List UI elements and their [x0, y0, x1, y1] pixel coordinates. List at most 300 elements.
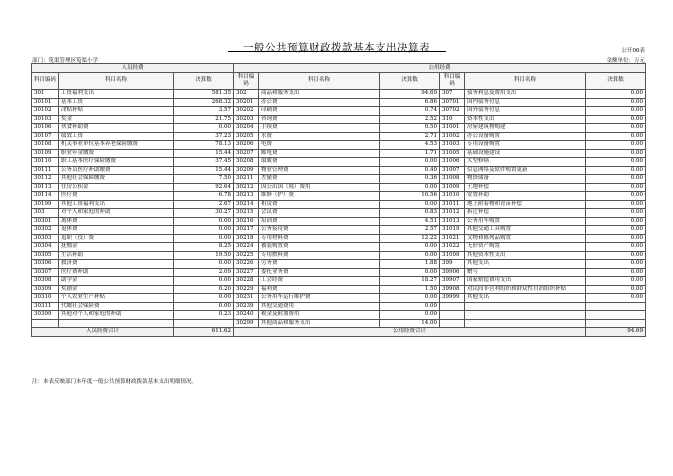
item-name: 信息网络及软件购置更新 — [465, 166, 586, 175]
item-code: 30240 — [234, 311, 259, 320]
item-name: 电费 — [259, 141, 380, 150]
item-amount: 0.36 — [380, 175, 440, 184]
item-amount: 0.00 — [380, 158, 440, 167]
item-name: 印刷费 — [259, 107, 380, 116]
title-underline — [228, 51, 446, 52]
item-code: 30301 — [32, 217, 59, 226]
item-name: 公务用车运行维护费 — [259, 294, 380, 303]
item-amount: 0.00 — [174, 124, 234, 133]
item-code: 30702 — [440, 107, 465, 116]
item-name: 退休费 — [59, 226, 174, 235]
item-name: 地上附着物和青苗补偿 — [465, 200, 586, 209]
item-amount: 15.44 — [174, 166, 234, 175]
item-code: 30204 — [234, 124, 259, 133]
item-amount: 0.00 — [174, 234, 234, 243]
item-code: 31019 — [440, 226, 465, 235]
item-amount: 2.57 — [380, 226, 440, 235]
item-code: 30226 — [234, 260, 259, 269]
item-amount: 2.67 — [174, 200, 234, 209]
item-code: 31009 — [440, 183, 465, 192]
col-header-code: 科目编码 — [234, 73, 259, 90]
item-code: 30225 — [234, 251, 259, 260]
item-code: 30109 — [32, 149, 59, 158]
item-name: 物资储备 — [465, 175, 586, 184]
table-row — [32, 209, 646, 218]
table-row — [32, 175, 646, 184]
item-name: 职业年金缴费 — [59, 149, 174, 158]
item-name: 工资福利支出 — [59, 90, 174, 99]
item-code: 301 — [32, 90, 59, 99]
item-name: 专用燃料费 — [259, 251, 380, 260]
item-amount: 0.00 — [174, 217, 234, 226]
item-amount: 0.00 — [586, 158, 646, 167]
item-code: 30218 — [234, 234, 259, 243]
item-code: 30205 — [234, 132, 259, 141]
item-amount: 21.75 — [174, 115, 234, 124]
item-amount: 268.32 — [174, 98, 234, 107]
table-row — [32, 260, 646, 269]
item-code: 31008 — [440, 175, 465, 184]
totals-row — [32, 328, 646, 337]
item-name: 公务用车购置 — [465, 217, 586, 226]
item-amount: 92.64 — [174, 183, 234, 192]
item-code: 30203 — [234, 115, 259, 124]
item-code: 30228 — [234, 277, 259, 286]
table-row — [32, 302, 646, 311]
item-amount: 0.83 — [380, 209, 440, 218]
table-row — [32, 226, 646, 235]
item-amount: 0.00 — [586, 251, 646, 260]
item-code: 30206 — [234, 141, 259, 150]
item-name: 救济费 — [59, 260, 174, 269]
item-amount: 1.88 — [380, 260, 440, 269]
table-row — [32, 158, 646, 167]
item-code: 30306 — [32, 260, 59, 269]
item-name: 生活补助 — [59, 251, 174, 260]
item-code: 30299 — [234, 319, 259, 328]
item-amount: 0.00 — [586, 175, 646, 184]
item-code: 30207 — [234, 149, 259, 158]
item-code: 30224 — [234, 243, 259, 252]
empty-cell — [440, 311, 465, 320]
item-amount: 0.00 — [380, 251, 440, 260]
item-amount: 0.00 — [586, 294, 646, 303]
item-amount: 581.35 — [174, 90, 234, 99]
item-amount: 0.00 — [380, 268, 440, 277]
item-amount: 4.51 — [380, 217, 440, 226]
item-name: 职工基本医疗保险缴费 — [59, 158, 174, 167]
item-amount: 0.00 — [586, 285, 646, 294]
item-name: 离休费 — [59, 217, 174, 226]
item-amount: 15.44 — [174, 149, 234, 158]
item-code: 30214 — [234, 200, 259, 209]
item-amount: 0.00 — [174, 277, 234, 286]
item-name: 国内债务付息 — [465, 98, 586, 107]
item-amount: 0.00 — [586, 107, 646, 116]
item-name: 委托业务费 — [259, 268, 380, 277]
item-name: 住房公积金 — [59, 183, 174, 192]
item-code: 30106 — [32, 124, 59, 133]
section-header-row — [32, 64, 646, 73]
section-public: 公用经费 — [234, 64, 646, 73]
table-row — [32, 166, 646, 175]
table-row — [32, 268, 646, 277]
col-header-amount: 决算数 — [586, 73, 646, 90]
item-name: 医疗费补助 — [59, 268, 174, 277]
table-row — [32, 217, 646, 226]
item-name: 资本性支出 — [465, 115, 586, 124]
item-amount: 14.00 — [380, 319, 440, 328]
item-amount: 10.56 — [380, 192, 440, 201]
item-amount: 0.00 — [586, 217, 646, 226]
item-code: 30201 — [234, 98, 259, 107]
item-code: 31010 — [440, 192, 465, 201]
item-name: 津贴补贴 — [59, 107, 174, 116]
item-name: 其他社会保障缴费 — [59, 175, 174, 184]
item-amount: 1.50 — [380, 285, 440, 294]
table-row — [32, 243, 646, 252]
item-amount: 0.00 — [586, 124, 646, 133]
item-name: 工会经费 — [259, 277, 380, 286]
item-amount: 0.00 — [586, 243, 646, 252]
item-name: 奖励金 — [59, 285, 174, 294]
item-amount: 2.52 — [380, 115, 440, 124]
item-name: 奖金 — [59, 115, 174, 124]
empty-cell — [59, 319, 174, 328]
item-name: 取暖费 — [259, 158, 380, 167]
item-amount: 0.00 — [586, 98, 646, 107]
public-total-label: 公用经费合计 — [234, 328, 586, 337]
item-code: 31003 — [440, 141, 465, 150]
item-name: 物业管理费 — [259, 166, 380, 175]
item-name: 差旅费 — [259, 175, 380, 184]
page-title: 一般公共预算财政拨款基本支出决算表 — [243, 42, 430, 54]
item-name: 无形资产购置 — [465, 243, 586, 252]
table-row — [32, 277, 646, 286]
item-code: 30111 — [32, 166, 59, 175]
item-code: 39908 — [440, 285, 465, 294]
item-name: 其他交通工具购置 — [465, 226, 586, 235]
item-code: 30309 — [32, 285, 59, 294]
item-name: 维修（护）费 — [259, 192, 380, 201]
col-header-name: 科目名称 — [59, 73, 174, 90]
table-row — [32, 107, 646, 116]
table-row — [32, 149, 646, 158]
item-code: 39907 — [440, 277, 465, 286]
item-code: 30311 — [32, 302, 59, 311]
item-name: 租赁费 — [259, 200, 380, 209]
item-code: 31002 — [440, 132, 465, 141]
item-code: 30399 — [32, 311, 59, 320]
item-amount: 8.25 — [174, 243, 234, 252]
item-code: 30103 — [32, 115, 59, 124]
item-name: 公务接待费 — [259, 226, 380, 235]
item-amount: 0.00 — [380, 302, 440, 311]
item-amount: 0.00 — [174, 294, 234, 303]
item-amount: 37.45 — [174, 158, 234, 167]
table-row — [32, 311, 646, 320]
item-code: 30310 — [32, 294, 59, 303]
col-header-code: 科目编码 — [32, 73, 59, 90]
col-header-name: 科目名称 — [259, 73, 380, 90]
item-name: 税金及附加费用 — [259, 311, 380, 320]
item-amount: 0.00 — [380, 243, 440, 252]
item-name: 安置补助 — [465, 192, 586, 201]
item-amount: 2.71 — [380, 132, 440, 141]
table-row — [32, 90, 646, 99]
item-amount: 30.27 — [174, 209, 234, 218]
item-code: 310 — [440, 115, 465, 124]
item-name: 被装购置费 — [259, 243, 380, 252]
item-name: 商品和服务支出 — [259, 90, 380, 99]
item-code: 30215 — [234, 209, 259, 218]
item-amount: 0.20 — [174, 285, 234, 294]
table-row — [32, 251, 646, 260]
item-name: 咨询费 — [259, 115, 380, 124]
item-name: 基础设施建设 — [465, 149, 586, 158]
empty-cell — [440, 319, 465, 328]
item-amount: 0.00 — [380, 311, 440, 320]
item-code: 30308 — [32, 277, 59, 286]
item-name: 办公设备购置 — [465, 132, 586, 141]
item-name: 会议费 — [259, 209, 380, 218]
item-amount: 0.00 — [380, 200, 440, 209]
item-name: 伙食补助费 — [59, 124, 174, 133]
item-amount: 6.78 — [174, 192, 234, 201]
item-name: 对民间非营利组织和群众性自治组织补贴 — [465, 285, 586, 294]
item-amount: 0.00 — [586, 277, 646, 286]
item-code: 30112 — [32, 175, 59, 184]
item-amount: 0.40 — [380, 166, 440, 175]
item-name: 机关事业单位基本养老保险缴费 — [59, 141, 174, 150]
item-code: 30304 — [32, 243, 59, 252]
item-code: 302 — [234, 90, 259, 99]
item-name: 大型修缮 — [465, 158, 586, 167]
table-row — [32, 285, 646, 294]
item-amount: 0.00 — [586, 115, 646, 124]
item-code: 30209 — [234, 166, 259, 175]
item-name: 代缴社会保险费 — [59, 302, 174, 311]
item-amount: 7.50 — [174, 175, 234, 184]
item-amount: 0.00 — [174, 226, 234, 235]
item-code: 31007 — [440, 166, 465, 175]
item-amount: 1.71 — [380, 149, 440, 158]
item-code: 31099 — [440, 251, 465, 260]
item-name: 专用材料费 — [259, 234, 380, 243]
item-name: 医疗费 — [59, 192, 174, 201]
item-name: 培训费 — [259, 217, 380, 226]
item-amount: 18.27 — [380, 277, 440, 286]
item-amount: 0.23 — [174, 311, 234, 320]
item-name: 其他对个人和家庭的补助 — [59, 311, 174, 320]
item-amount: 37.23 — [174, 132, 234, 141]
table-row — [32, 234, 646, 243]
empty-cell — [586, 311, 646, 320]
public-total-value: 94.69 — [586, 328, 646, 337]
item-name: 办公费 — [259, 98, 380, 107]
item-code: 399 — [440, 260, 465, 269]
item-code: 39906 — [440, 268, 465, 277]
item-name: 劳务费 — [259, 260, 380, 269]
item-code: 31021 — [440, 234, 465, 243]
form-code: 公开06表 — [621, 48, 645, 54]
table-row — [32, 294, 646, 303]
item-code: 303 — [32, 209, 59, 218]
item-name: 基本工资 — [59, 98, 174, 107]
col-header-code: 科目编码 — [440, 73, 465, 90]
item-amount: 0.00 — [586, 209, 646, 218]
item-code: 30102 — [32, 107, 59, 116]
item-amount: 0.00 — [586, 226, 646, 235]
item-amount: 0.00 — [586, 149, 646, 158]
item-name: 拆迁补偿 — [465, 209, 586, 218]
item-code: 30108 — [32, 141, 59, 150]
item-code: 30307 — [32, 268, 59, 277]
item-amount: 12.22 — [380, 234, 440, 243]
item-name: 土地补偿 — [465, 183, 586, 192]
item-code: 30302 — [32, 226, 59, 235]
item-code: 31005 — [440, 149, 465, 158]
item-name: 因公出国（境）费用 — [259, 183, 380, 192]
item-amount: 0.00 — [586, 260, 646, 269]
item-code: 30211 — [234, 175, 259, 184]
table-row — [32, 192, 646, 201]
unit-label: 金额单位：万元 — [606, 58, 645, 64]
item-name: 赠与 — [465, 268, 586, 277]
item-amount: 0.00 — [586, 132, 646, 141]
item-amount: 0.00 — [586, 268, 646, 277]
item-amount: 6.86 — [380, 98, 440, 107]
item-code: 31001 — [440, 124, 465, 133]
item-code: 30113 — [32, 183, 59, 192]
item-code: 30101 — [32, 98, 59, 107]
item-amount: 78.13 — [174, 141, 234, 150]
col-header-amount: 决算数 — [174, 73, 234, 90]
item-name: 其他支出 — [465, 260, 586, 269]
table-row — [32, 141, 646, 150]
item-code: 30231 — [234, 294, 259, 303]
item-code: 39999 — [440, 294, 465, 303]
item-name: 其他工资福利支出 — [59, 200, 174, 209]
item-code: 30701 — [440, 98, 465, 107]
item-code: 30107 — [32, 132, 59, 141]
item-code: 30227 — [234, 268, 259, 277]
item-name: 邮电费 — [259, 149, 380, 158]
item-amount: 19.50 — [174, 251, 234, 260]
table-row — [32, 98, 646, 107]
personnel-total-value: 611.62 — [174, 328, 234, 337]
item-code: 31013 — [440, 217, 465, 226]
item-code: 30199 — [32, 200, 59, 209]
department-label: 部门：笕渠管理区笕渠小学 — [32, 58, 99, 64]
item-name: 其他支出 — [465, 294, 586, 303]
empty-cell — [174, 319, 234, 328]
item-code: 30110 — [32, 158, 59, 167]
item-code: 31012 — [440, 209, 465, 218]
item-code: 30217 — [234, 226, 259, 235]
item-name: 其他资本性支出 — [465, 251, 586, 260]
item-amount: 0.00 — [586, 141, 646, 150]
personnel-total-label: 人员经费合计 — [32, 328, 174, 337]
section-personnel: 人员经费 — [32, 64, 234, 73]
item-name: 个人农业生产补贴 — [59, 294, 174, 303]
empty-cell — [32, 319, 59, 328]
empty-cell — [586, 302, 646, 311]
item-amount: 2.09 — [174, 268, 234, 277]
item-code: 31011 — [440, 200, 465, 209]
item-amount: 0.00 — [586, 183, 646, 192]
item-name: 退职（役）费 — [59, 234, 174, 243]
item-name: 对个人和家庭的补助 — [59, 209, 174, 218]
item-code: 307 — [440, 90, 465, 99]
footnote: 注：本表反映部门本年度一般公共预算财政拨款基本支出明细情况。 — [32, 379, 198, 385]
item-amount: 0.00 — [586, 234, 646, 243]
item-code: 30305 — [32, 251, 59, 260]
col-header-name: 科目名称 — [465, 73, 586, 90]
table-row — [32, 319, 646, 328]
item-amount: 0.00 — [586, 90, 646, 99]
item-name: 公务员医疗补助缴费 — [59, 166, 174, 175]
item-amount: 0.00 — [586, 166, 646, 175]
item-code: 30239 — [234, 302, 259, 311]
item-name: 专用设备购置 — [465, 141, 586, 150]
item-code: 30114 — [32, 192, 59, 201]
item-code: 30202 — [234, 107, 259, 116]
item-amount: 94.69 — [380, 90, 440, 99]
item-code: 30229 — [234, 285, 259, 294]
item-code: 30208 — [234, 158, 259, 167]
item-amount: 0.00 — [586, 192, 646, 201]
item-amount: 0.00 — [380, 183, 440, 192]
item-name: 国外债务付息 — [465, 107, 586, 116]
empty-cell — [465, 319, 586, 328]
empty-cell — [440, 302, 465, 311]
item-amount: 4.53 — [380, 141, 440, 150]
item-name: 房屋建筑物购建 — [465, 124, 586, 133]
table-row — [32, 200, 646, 209]
item-amount: 0.00 — [174, 260, 234, 269]
item-code: 31022 — [440, 243, 465, 252]
item-name: 国家赔偿费用支出 — [465, 277, 586, 286]
table-row — [32, 115, 646, 124]
item-code: 30212 — [234, 183, 259, 192]
item-name: 其他商品和服务支出 — [259, 319, 380, 328]
empty-cell — [465, 302, 586, 311]
item-name: 文物和陈列品购置 — [465, 234, 586, 243]
item-name: 福利费 — [259, 285, 380, 294]
col-header-amount: 决算数 — [380, 73, 440, 90]
item-name: 抚恤金 — [59, 243, 174, 252]
table-row — [32, 132, 646, 141]
item-name: 绩效工资 — [59, 132, 174, 141]
item-amount: 0.74 — [380, 107, 440, 116]
empty-cell — [586, 319, 646, 328]
item-amount: 0.00 — [586, 200, 646, 209]
item-code: 31006 — [440, 158, 465, 167]
item-amount: 0.50 — [380, 124, 440, 133]
expenditure-table — [31, 63, 646, 337]
column-header-row — [32, 73, 646, 90]
item-amount: 3.57 — [174, 107, 234, 116]
item-name: 助学金 — [59, 277, 174, 286]
empty-cell — [465, 311, 586, 320]
item-name: 手续费 — [259, 124, 380, 133]
item-code: 30303 — [32, 234, 59, 243]
item-code: 30216 — [234, 217, 259, 226]
item-name: 水费 — [259, 132, 380, 141]
item-name: 债务利息及费用支出 — [465, 90, 586, 99]
item-code: 30213 — [234, 192, 259, 201]
